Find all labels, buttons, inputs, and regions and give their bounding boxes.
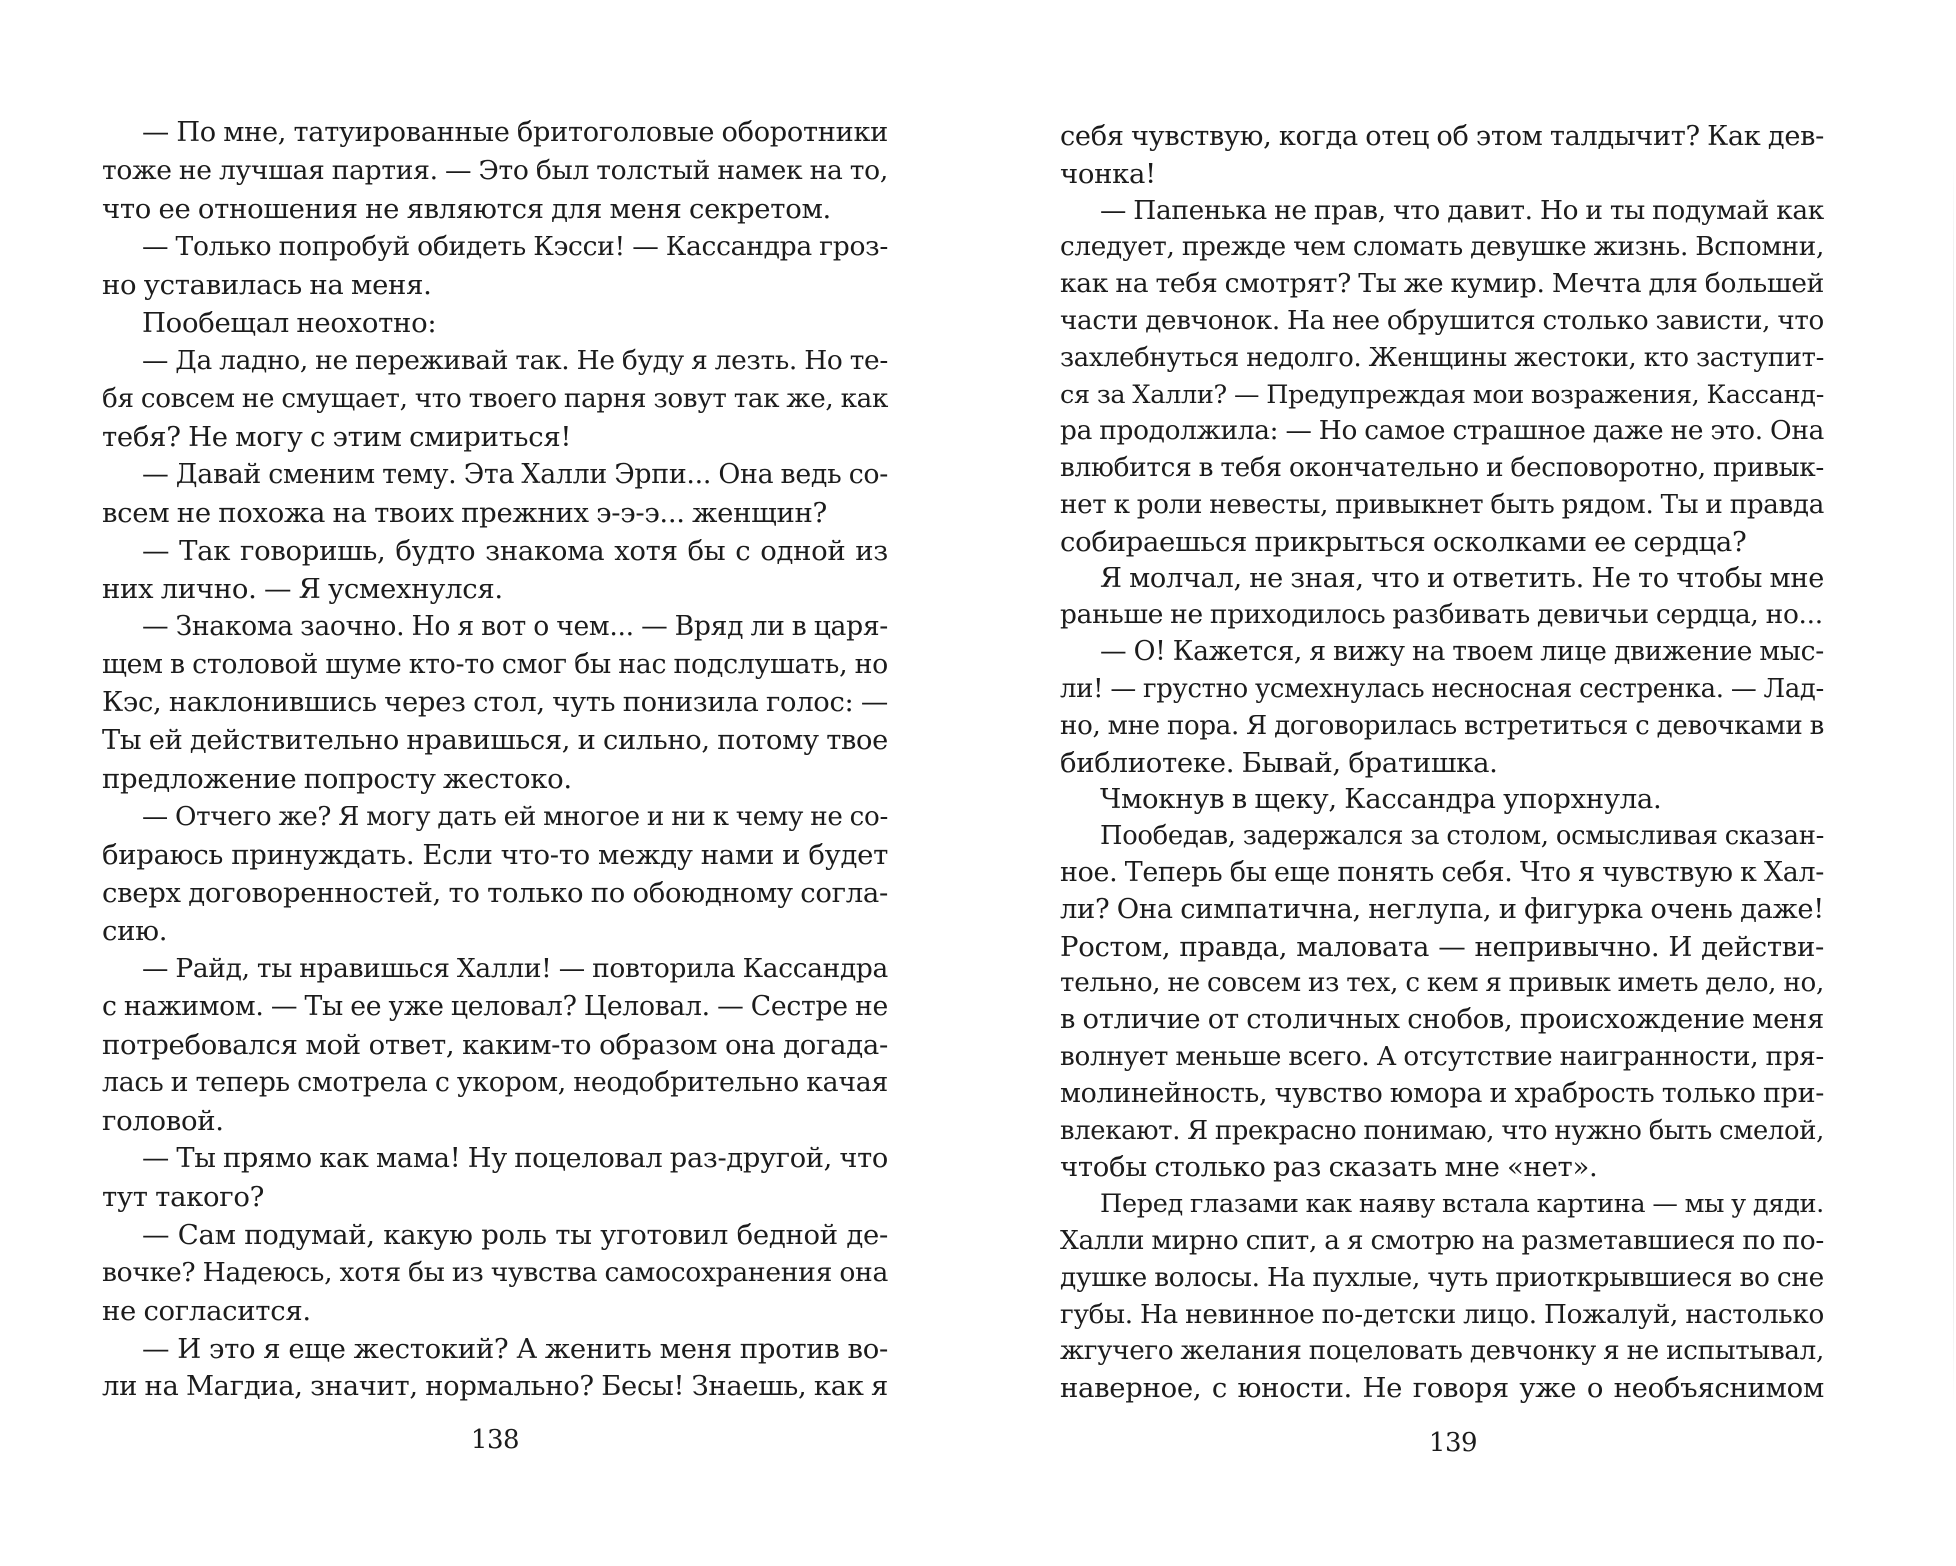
text-line: вочке? Надеюсь, хотя бы из чувства самосохранения она [102, 1257, 888, 1288]
text-line: но, мне пора. Я договорилась встретиться с девочками в [1060, 710, 1824, 741]
text-line: — Райд, ты нравишься Халли! — повторила Кассандра [142, 953, 888, 984]
text-line: — Да ладно, не переживай так. Не буду я лезть. Но те- [142, 345, 888, 376]
text-line: что ее отношения не являются для меня секретом. [102, 193, 831, 225]
text-line: влекают. Я прекрасно понимаю, что нужно быть смелой, [1060, 1115, 1824, 1146]
text-line: — Сам подумай, какую роль ты уготовил бедной де- [142, 1219, 888, 1251]
text-line: бираюсь принуждать. Если что-то между нами и будет [102, 839, 888, 871]
text-line: — По мне, татуированные бритоголовые оборотники [142, 117, 888, 148]
text-line: Ростом, правда, маловата — непривычно. И действи- [1060, 930, 1824, 963]
text-line: Ты ей действительно нравишься, и сильно, потому твое [102, 725, 888, 756]
text-line: следует, прежде чем сломать девушке жизнь. Вспомни, [1060, 232, 1824, 263]
text-line: тут такого? [102, 1181, 265, 1213]
text-line: собираешься прикрыться осколками ее сердца? [1060, 525, 1747, 558]
text-line: — Давай сменим тему. Эта Халли Эрпи... Она ведь со- [142, 459, 888, 490]
text-line: — И это я еще жестокий? А женить меня против во- [142, 1333, 888, 1365]
text-line: раньше не приходилось разбивать девичьи сердца, но... [1060, 599, 1823, 631]
text-line: — Знакома заочно. Но я вот о чем... — Вряд ли в царя- [142, 611, 888, 642]
text-line: Кэс, наклонившись через стол, чуть понизила голос: — [102, 687, 888, 718]
text-line: ли на Магдиа, значит, нормально? Бесы! Знаешь, как я [102, 1371, 888, 1402]
text-line: всем не похожа на твоих прежних э-э-э... женщин? [102, 497, 827, 529]
text-line: — Только попробуй обидеть Кэсси! — Кассандра гроз- [142, 231, 888, 262]
text-line: как на тебя смотрят? Ты же кумир. Мечта для большей [1060, 268, 1824, 300]
text-line: влюбится в тебя окончательно и бесповоротно, привык- [1060, 453, 1824, 484]
text-line: щем в столовой шуме кто-то смог бы нас подслушать, но [102, 649, 888, 680]
text-line: душке волосы. На пухлые, чуть приоткрывшиеся во сне [1060, 1261, 1824, 1293]
text-line: тоже не лучшая партия. — Это был толстый намек на то, [102, 155, 888, 186]
text-line: жгучего желания поцеловать девчонку я не испытывал, [1060, 1336, 1824, 1367]
text-line: них лично. — Я усмехнулся. [102, 573, 503, 605]
text-line: наверное, с юности. Не говоря уже о необъяснимом [1060, 1372, 1824, 1405]
text-line: Я молчал, не зная, что и ответить. Не то чтобы мне [1100, 562, 1824, 594]
left-page-number: 138 [470, 1425, 520, 1455]
text-line: Пообещал неохотно: [142, 307, 437, 339]
text-line: — О! Кажется, я вижу на твоем лице движение мыс- [1100, 636, 1824, 668]
text-line: библиотеке. Бывай, братишка. [1060, 746, 1498, 779]
text-line: не согласится. [102, 1295, 311, 1327]
scan-edge-line [1953, 160, 1954, 1410]
text-line: — Папенька не прав, что давит. Но и ты подумай как [1100, 195, 1824, 226]
text-line: нет к роли невесты, привыкнет быть рядом. Ты и правда [1060, 489, 1824, 520]
text-line: молинейность, чувство юмора и храбрость только при- [1060, 1077, 1824, 1109]
text-line: себя чувствую, когда отец об этом талдычит? Как дев- [1060, 121, 1824, 152]
text-line: ное. Теперь бы еще понять себя. Что я чувствую к Хал- [1060, 856, 1824, 888]
text-line: Пообедав, задержался за столом, осмысливая сказан- [1100, 821, 1824, 852]
text-line: чтобы столько раз сказать мне «нет». [1060, 1151, 1598, 1184]
text-line: ли? Она симпатична, неглупа, и фигурка очень даже! [1060, 893, 1824, 925]
text-line: сверх договоренностей, то только по обоюдному согла- [102, 877, 888, 909]
text-line: — Так говоришь, будто знакома хотя бы с одной из [142, 535, 888, 567]
text-line: предложение попросту жестоко. [102, 763, 572, 795]
text-line: тельно, не совсем из тех, с кем я привык иметь дело, но, [1060, 968, 1824, 999]
text-line: лась и теперь смотрела с укором, неодобрительно качая [102, 1067, 888, 1098]
text-line: — Ты прямо как мама! Ну поцеловал раз-другой, что [142, 1143, 888, 1174]
text-line: захлебнуться недолго. Женщины жестоки, кто заступит- [1060, 342, 1824, 373]
text-line: с нажимом. — Ты ее уже целовал? Целовал. — Сестре не [102, 991, 888, 1022]
text-line: губы. На невинное по-детски лицо. Пожалуй, настолько [1060, 1299, 1824, 1330]
text-line: потребовался мой ответ, каким-то образом она догада- [102, 1029, 888, 1061]
text-line: чонка! [1060, 157, 1156, 190]
left-page-text-column [102, 114, 888, 1406]
right-page [978, 0, 1956, 1566]
text-line: Халли мирно спит, а я смотрю на разметавшиеся по по- [1060, 1224, 1824, 1256]
text-line: ли! — грустно усмехнулась несносная сестренка. — Лад- [1060, 673, 1824, 704]
text-line: — Отчего же? Я могу дать ей многое и ни к чему не со- [142, 802, 888, 832]
text-line: ся за Халли? — Предупреждая мои возражения, Кассанд- [1060, 379, 1824, 410]
text-line: волнует меньше всего. А отсутствие наигранности, пря- [1060, 1041, 1824, 1072]
right-page-number: 139 [1428, 1428, 1478, 1458]
text-line: в отличие от столичных снобов, происхождение меня [1060, 1004, 1824, 1036]
text-line: ра продолжила: — Но самое страшное даже не это. Она [1060, 416, 1824, 447]
text-line: сию. [102, 915, 168, 947]
right-page-text-column [1060, 119, 1824, 1407]
text-line: тебя? Не могу с этим смириться! [102, 421, 572, 453]
text-line: бя совсем не смущает, что твоего парня зовут так же, как [102, 384, 888, 414]
text-line: части девчонок. На нее обрушится столько зависти, что [1060, 305, 1824, 336]
text-line: Чмокнув в щеку, Кассандра упорхнула. [1100, 783, 1662, 816]
text-line: головой. [102, 1105, 224, 1137]
text-line: но уставилась на меня. [102, 269, 432, 301]
text-line: Перед глазами как наяву встала картина — мы у дяди. [1100, 1189, 1824, 1220]
